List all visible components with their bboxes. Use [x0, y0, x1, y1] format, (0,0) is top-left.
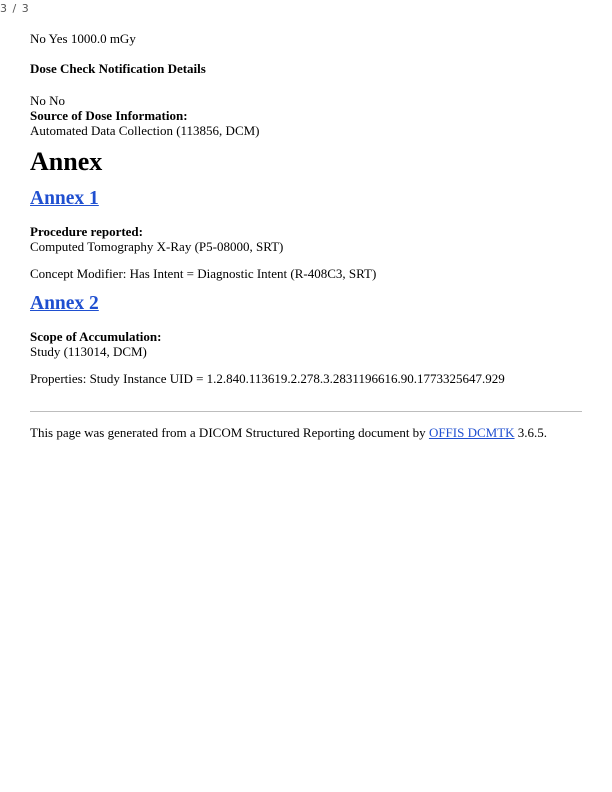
source-value: Automated Data Collection (113856, DCM)	[30, 123, 260, 138]
footer-prefix: This page was generated from a DICOM Structured Reporting document by	[30, 425, 429, 440]
procedure-label: Procedure reported:	[30, 224, 143, 239]
report-content	[30, 31, 582, 386]
procedure-value: Computed Tomography X-Ray (P5-08000, SRT)	[30, 239, 284, 254]
dcmtk-link[interactable]: OFFIS DCMTK	[428, 425, 515, 440]
source-label: Source of Dose Information:	[30, 108, 188, 123]
annex-title: Annex	[30, 147, 103, 176]
scope-label: Scope of Accumulation:	[30, 329, 162, 344]
scope-value: Study (113014, DCM)	[30, 344, 147, 359]
concept-modifier: Concept Modifier: Has Intent = Diagnostic Intent (R-408C3, SRT)	[30, 266, 377, 281]
footer-suffix: 3.6.5.	[514, 425, 548, 440]
annex-1-link[interactable]: Annex 1	[30, 188, 99, 209]
notification-heading: Dose Check Notification Details	[30, 61, 206, 76]
dose-values: No Yes 1000.0 mGy	[30, 31, 136, 46]
footer	[30, 425, 582, 440]
study-properties: Properties: Study Instance UID = 1.2.840.113619.2.278.3.2831196616.90.1773325647.929	[30, 371, 505, 386]
page-indicator: 3 / 3	[0, 2, 30, 15]
footer-divider	[30, 411, 582, 412]
annex-2-link[interactable]: Annex 2	[30, 293, 99, 314]
notification-values: No No	[30, 93, 66, 108]
